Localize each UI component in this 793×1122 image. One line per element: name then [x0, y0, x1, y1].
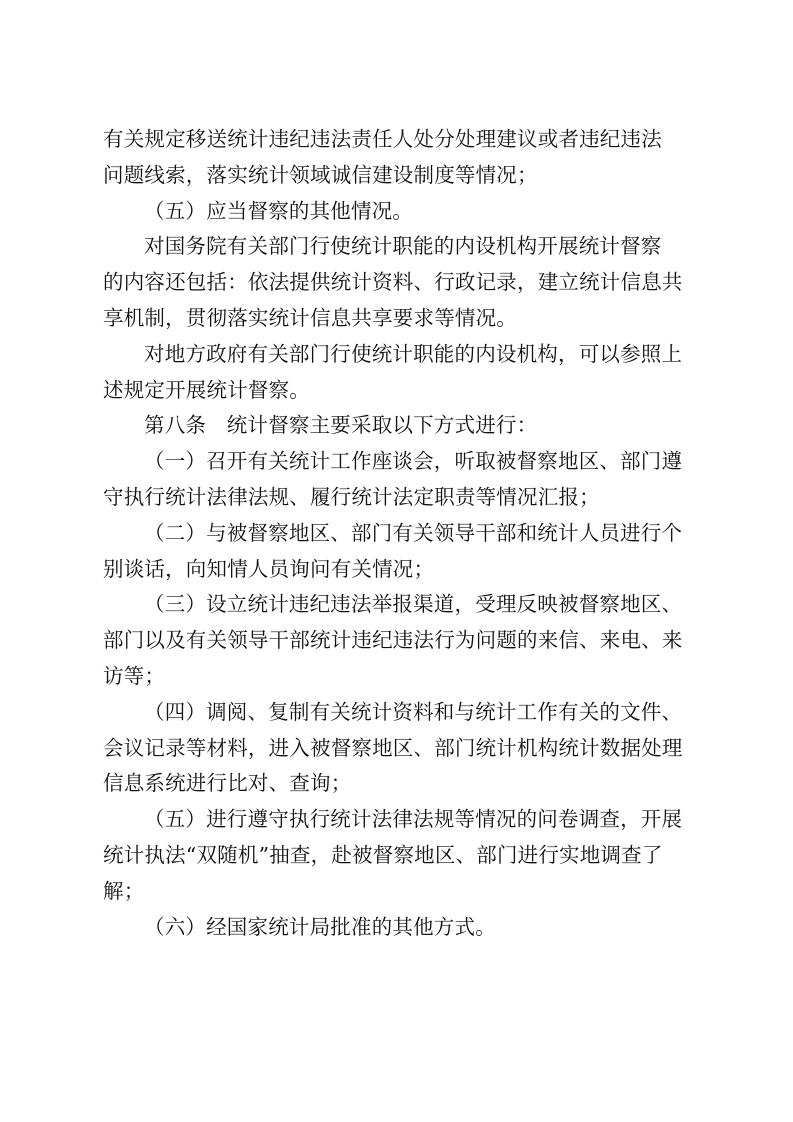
- text-line: 别谈话，向知情人员询问有关情况；: [103, 556, 435, 581]
- text-line: 有关规定移送统计违纪违法责任人处分处理建议或者违纪违法: [103, 127, 662, 151]
- paragraph-p10: [103, 802, 693, 909]
- text-line: 信息系统进行比对、查询；: [103, 771, 352, 796]
- paragraph-p7: [103, 516, 693, 588]
- text-line: （三）设立统计违纪违法举报渠道，受理反映被督察地区、: [144, 592, 683, 617]
- text-line: 部门以及有关领导干部统计违纪违法行为问题的来信、来电、来: [103, 628, 683, 653]
- text-line: （五）进行遵守执行统计法律法规等情况的问卷调查，开展: [144, 807, 683, 832]
- paragraph-p4: [103, 337, 693, 409]
- text-line: （四）调阅、复制有关统计资料和与统计工作有关的文件、: [144, 699, 683, 724]
- text-line: 述规定开展统计督察。: [103, 377, 310, 402]
- text-line: 访等；: [103, 663, 166, 688]
- paragraph-p5: [103, 408, 693, 444]
- text-line: （六）经国家统计局批准的其他方式。: [144, 914, 496, 939]
- paragraph-p11: [103, 910, 693, 946]
- document-body: [103, 122, 693, 945]
- text-line: （二）与被督察地区、部门有关领导干部和统计人员进行个: [144, 520, 683, 545]
- text-line: 统计执法“双随机”抽查，赴被督察地区、部门进行实地调查了: [103, 842, 663, 867]
- text-line: （一）召开有关统计工作座谈会，听取被督察地区、部门遵: [144, 449, 683, 474]
- text-line: 守执行统计法律法规、履行统计法定职责等情况汇报；: [103, 484, 600, 509]
- text-line: 享机制，贯彻落实统计信息共享要求等情况。: [103, 305, 517, 330]
- paragraph-p8: [103, 587, 693, 694]
- paragraph-p3: [103, 229, 693, 336]
- text-line: 解；: [103, 878, 145, 903]
- paragraph-p2: [103, 194, 693, 230]
- text-line: 的内容还包括：依法提供统计资料、行政记录，建立统计信息共: [103, 270, 683, 295]
- paragraph-p1: [103, 122, 693, 194]
- text-line: 问题线索，落实统计领域诚信建设制度等情况；: [103, 162, 538, 187]
- text-line: 第八条 统计督察主要采取以下方式进行：: [144, 413, 538, 438]
- paragraph-p6: [103, 444, 693, 516]
- text-line: 会议记录等材料，进入被督察地区、部门统计机构统计数据处理: [103, 735, 683, 760]
- text-line: 对地方政府有关部门行使统计职能的内设机构，可以参照上: [144, 341, 683, 366]
- text-line: 对国务院有关部门行使统计职能的内设机构开展统计督察: [144, 234, 662, 259]
- text-line: （五）应当督察的其他情况。: [144, 198, 414, 223]
- paragraph-p9: [103, 695, 693, 802]
